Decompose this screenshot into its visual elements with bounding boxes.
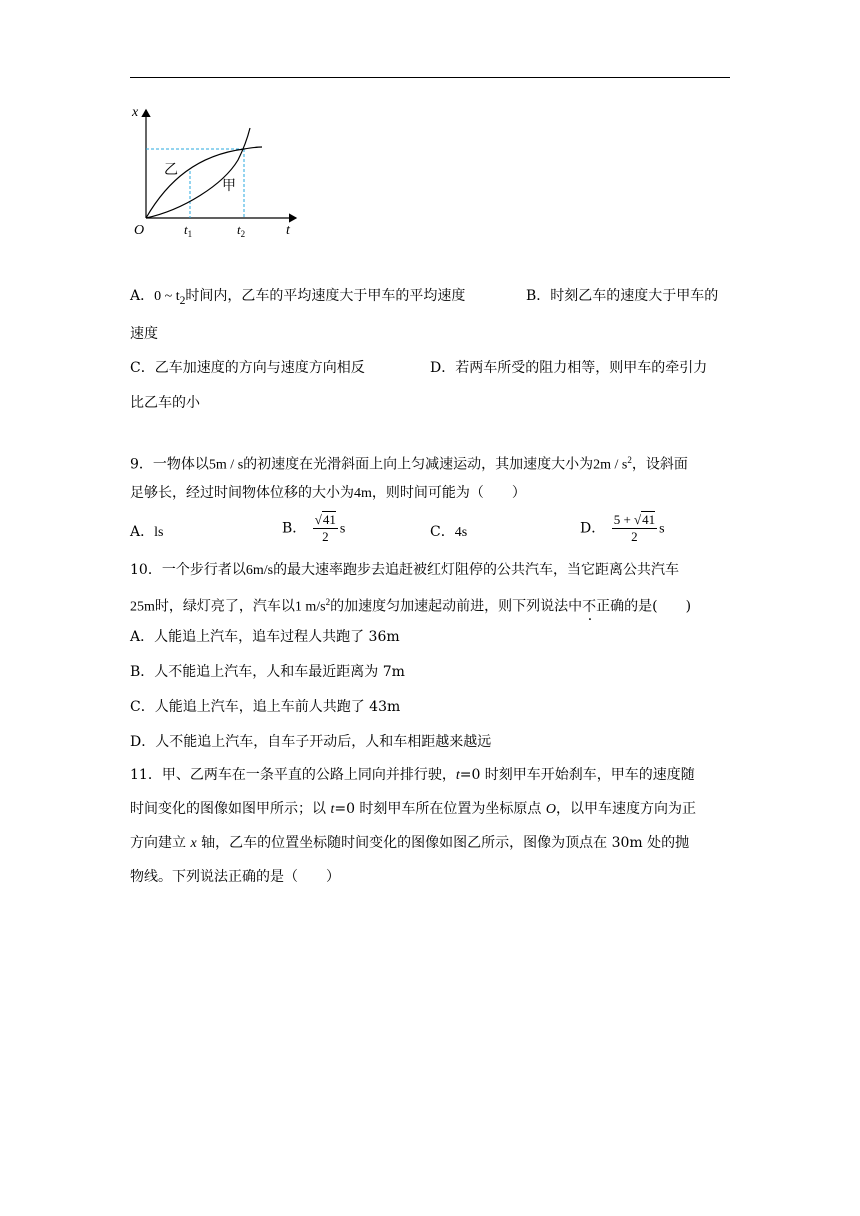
q9-stem-line2: 足够长，经过时间物体位移的大小为4m，则时间可能为（ ） bbox=[130, 485, 526, 501]
q9-option-C: C．4s bbox=[430, 524, 468, 540]
q8-option-D: D．若两车所受的阻力相等，则甲车的牵引力 bbox=[430, 360, 708, 376]
q9-option-B: B． $\frac{√41}{2}$ s bbox=[282, 512, 346, 544]
q10-stem-line2: 25m时，绿灯亮了，汽车以1 $m/s^2$的加速度匀加速起动前进，则下列说法中不正确的是( ) bbox=[130, 597, 692, 615]
q10-option-B: B．人不能追上汽车，人和车最近距离为 7m bbox=[130, 664, 405, 680]
q10-option-D: D．人不能追上汽车，自车子开动后，人和车相距越来越远 bbox=[130, 734, 492, 750]
q11-stem-line1: 11．甲、乙两车在一条平直的公路上同向并排行驶，t=0 时刻甲车开始刹车，甲车的速度随 bbox=[130, 767, 695, 783]
curve-jia bbox=[146, 128, 250, 218]
q9-stem-line1: 9．一物体以5m / s的初速度在光滑斜面上向上匀减速运动，其加速度大小为$2m / s^2$，设斜面 bbox=[130, 455, 688, 473]
q8-option-B-cont: 速度 bbox=[130, 326, 158, 342]
q10-option-A: A．人能追上汽车，追车过程人共跑了 36m bbox=[130, 629, 400, 645]
q8-option-D-cont: 比乙车的小 bbox=[130, 395, 200, 411]
q9-option-D: D． $\frac{5 + √41}{2}$ s bbox=[580, 512, 665, 544]
q11-stem-line2: 时间变化的图像如图甲所示；以 t=0 时刻甲车所在位置为坐标原点 O，以甲车速度方向为正 bbox=[130, 801, 697, 817]
curve-label-jia: 甲 bbox=[222, 178, 236, 194]
q10-stem-line1: 10．一个步行者以6m/s的最大速率跑步去追赶被红灯阻停的公共汽车，当它距离公共汽车 bbox=[130, 562, 680, 578]
x-axis-label: t bbox=[286, 223, 290, 238]
q10-option-C: C．人能追上汽车，追上车前人共跑了 43m bbox=[130, 699, 401, 715]
q11-stem-line3: 方向建立 x 轴，乙车的位置坐标随时间变化的图像如图乙所示，图像为顶点在 30m 处的抛 bbox=[130, 835, 690, 851]
curve-yi bbox=[146, 147, 262, 218]
q8-option-A: A．0 ~ $t_2$时间内，乙车的平均速度大于甲车的平均速度 bbox=[130, 288, 466, 307]
q9-option-A: A．ls bbox=[130, 524, 164, 540]
q8-option-C: C．乙车加速度的方向与速度方向相反 bbox=[130, 360, 365, 376]
tick-t2: $t_2$ bbox=[237, 222, 246, 239]
q11-stem-line4: 物线。下列说法正确的是（ ） bbox=[130, 869, 340, 885]
y-axis-label: x bbox=[132, 105, 139, 120]
header-rule bbox=[130, 77, 730, 78]
curve-label-yi: 乙 bbox=[164, 162, 178, 178]
q8-option-B: B．时刻乙车的速度大于甲车的 bbox=[526, 288, 719, 304]
tick-t1: $t_1$ bbox=[184, 222, 193, 239]
origin-label: O bbox=[134, 223, 145, 238]
xt-graph bbox=[128, 100, 308, 240]
